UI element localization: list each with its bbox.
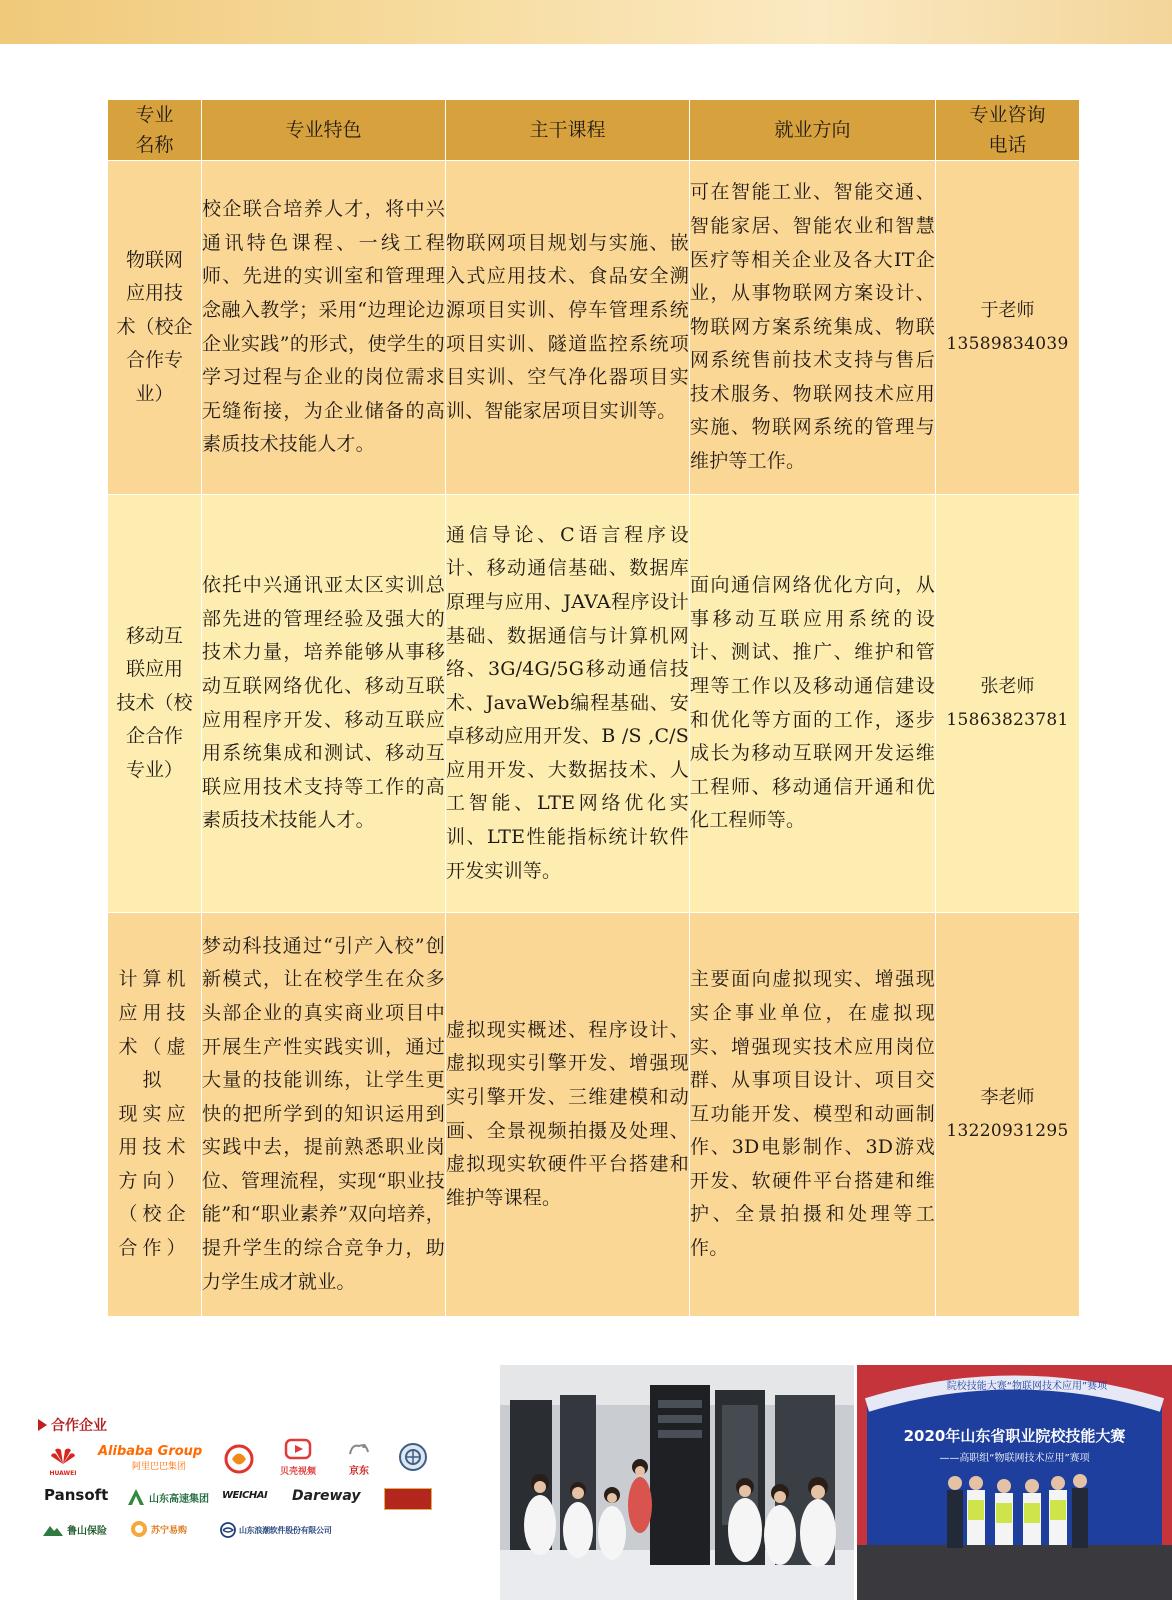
header-label: 专业 名称	[135, 104, 174, 156]
logo-phoenix	[224, 1444, 254, 1478]
huawei-petal-icon	[49, 1446, 77, 1466]
program-name: 移动互 联应用 技术（校 企合作 专业）	[116, 624, 193, 781]
logo-emblem	[398, 1442, 428, 1476]
header-contact	[936, 100, 1080, 161]
banner-subtitle: ——高职组“物联网技术应用”赛项	[939, 1453, 1090, 1464]
logo-text: 山东浪潮软件股份有限公司	[239, 1525, 332, 1535]
program-features: 依托中兴通讯亚太区实训总部先进的管理经验及强大的技术力量，培养能够从事移动互联网络优化、移动互联应用程序开发、移动互联应用系统集成和测试、移动互联应用技术支持等工作的高素质技术技能人才。	[202, 574, 445, 832]
photo-server-room	[500, 1365, 854, 1600]
program-careers: 主要面向虚拟现实、增强现实企事业单位，在虚拟现实、增强现实技术应用岗位群、从事项目设计、项目交互功能开发、模型和动画制作、3D电影制作、3D游戏开发、软硬件平台搭建和维护、全景拍摄和处理等工作。	[690, 968, 935, 1260]
suning-lion-icon	[130, 1520, 148, 1538]
program-careers: 可在智能工业、智能交通、智能家居、智能农业和智慧医疗等相关企业及各大IT企业，从事物联网方案设计、物联网方案系统集成、物联网系统售前技术支持与售后技术服务、物联网技术应用实施、物联网系统的管理与维护等工作。	[690, 181, 935, 473]
logo-lushan	[42, 1522, 107, 1537]
header-courses	[446, 100, 690, 161]
logo-text: HUAWEI	[49, 1470, 77, 1477]
logo-text: Dareway	[292, 1488, 361, 1504]
program-name-cell	[108, 161, 202, 495]
header-label: 就业方向	[774, 119, 851, 141]
program-name: 物联网 应用技 术（校企 合作专 业）	[116, 248, 193, 405]
highway-a-icon	[126, 1488, 146, 1506]
mountain-icon	[42, 1523, 64, 1537]
program-courses: 物联网项目规划与实施、嵌入式应用技术、食品安全溯源项目实训、停车管理系统项目实训、隧道监控系统项目实训、空气净化器项目实训、智能家居项目实训等。	[446, 231, 689, 422]
play-video-icon	[284, 1438, 312, 1460]
program-courses: 通信导论、C语言程序设计、移动通信基础、数据库原理与应用、JAVA程序设计基础、数据通信与计算机网络、3G/4G/5G移动通信技术、JavaWeb编程基础、安卓移动应用开发、B /S ,C/S应用开发、大数据技术、人工智能、LTE网络优化实训、LTE性能指标统计软件开发实训等。	[446, 523, 689, 882]
emblem-seal-icon	[398, 1442, 428, 1472]
contact-name: 张老师	[980, 675, 1035, 697]
logo-text: 阿里巴巴集团	[132, 1462, 187, 1472]
logo-weichai	[222, 1490, 267, 1501]
contact-phone: 13220931295	[946, 1120, 1069, 1141]
program-name: 计算机 应用技 术（虚拟 现实应 用技术 方向） （校企 合作）	[118, 968, 191, 1260]
logo-huawei	[42, 1446, 84, 1477]
contact-phone: 15863823781	[946, 709, 1069, 730]
program-table	[107, 99, 1080, 1317]
program-name-cell	[108, 495, 202, 913]
logo-red-badge	[384, 1488, 432, 1510]
partners-title: 合作企业	[51, 1418, 107, 1434]
banner-title: 2020年山东省职业院校技能大赛	[903, 1427, 1126, 1445]
program-name-cell	[108, 913, 202, 1317]
photo-competition	[857, 1365, 1172, 1600]
top-decorative-band	[0, 0, 1172, 44]
red-badge-icon	[384, 1488, 432, 1510]
contact-cell	[936, 495, 1080, 913]
program-features: 梦动科技通过“引产入校”创新模式，让在校学生在众多头部企业的真实商业项目中开展生产性实践实训，通过大量的技能训练，让学生更快的把所学到的知识运用到实践中去，提前熟悉职业岗位、管理流程，实现“职业技能”和“职业素养”双向培养，提升学生的综合竞争力，助力学生成才就业。	[202, 934, 445, 1293]
logo-text: 山东高速集团	[149, 1493, 209, 1505]
logo-text: Alibaba Group	[98, 1444, 203, 1459]
careers-cell	[690, 161, 936, 495]
logo-text: WEICHAI	[222, 1490, 268, 1501]
partners-heading	[38, 1415, 107, 1435]
banner-arch-text: 院校技能大赛“物联网技术应用”赛项	[946, 1381, 1108, 1392]
logo-jd	[346, 1440, 372, 1477]
careers-cell	[690, 495, 936, 913]
header-label: 专业特色	[285, 119, 362, 141]
phoenix-swirl-icon	[224, 1444, 254, 1474]
logo-text: 鲁山保险	[67, 1526, 107, 1537]
partner-logos	[38, 1410, 458, 1550]
header-careers	[690, 100, 936, 161]
competition-photo	[857, 1365, 1172, 1600]
header-label: 主干课程	[529, 119, 606, 141]
contact-cell	[936, 913, 1080, 1317]
server-room-photo	[500, 1365, 854, 1600]
logo-pansoft	[44, 1486, 108, 1504]
logo-dareway	[292, 1488, 361, 1504]
logo-text: Pansoft	[44, 1486, 109, 1504]
logo-suning	[130, 1520, 187, 1538]
program-careers: 面向通信网络优化方向，从事移动互联应用系统的设计、测试、推广、维护和管理等工作以及移动通信建设和优化等方面的工作，逐步成长为移动互联网开发运维工程师、移动通信开通和优化工程师等。	[690, 574, 935, 832]
features-cell	[202, 913, 446, 1317]
logo-sdhs	[126, 1488, 209, 1506]
triangle-bullet-icon	[38, 1419, 47, 1431]
contact-name: 李老师	[980, 1086, 1035, 1108]
logo-inspur	[220, 1522, 331, 1538]
table-row	[108, 161, 1080, 495]
contact-cell	[936, 161, 1080, 495]
program-features: 校企联合培养人才，将中兴通讯特色课程、一线工程师、先进的实训室和管理理念融入教学；采用“边理论边企业实践”的形式，使学生的学习过程与企业的岗位需求无缝衔接，为企业储备的高素质技术技能人才。	[202, 198, 445, 456]
logo-text: 苏宁易购	[151, 1525, 188, 1536]
header-label: 专业咨询 电话	[969, 104, 1046, 156]
table-row	[108, 495, 1080, 913]
features-cell	[202, 161, 446, 495]
courses-cell	[446, 495, 690, 913]
features-cell	[202, 495, 446, 913]
program-courses: 虚拟现实概述、程序设计、虚拟现实引擎开发、增强现实引擎开发、三维建模和动画、全景视频拍摄及处理、虚拟现实软硬件平台搭建和维护等课程。	[446, 1018, 689, 1209]
table-header-row	[108, 100, 1080, 161]
careers-cell	[690, 913, 936, 1317]
logo-text: 贝壳视频	[280, 1467, 317, 1477]
header-program-name	[108, 100, 202, 161]
table-row	[108, 913, 1080, 1317]
contact-name: 于老师	[980, 299, 1035, 321]
logo-text: 京东	[349, 1466, 369, 1477]
globe-icon	[220, 1522, 236, 1538]
courses-cell	[446, 913, 690, 1317]
logo-beike	[280, 1438, 316, 1477]
courses-cell	[446, 161, 690, 495]
logo-alibaba	[98, 1444, 202, 1472]
jd-dog-icon	[346, 1440, 372, 1458]
contact-phone: 13589834039	[946, 333, 1069, 354]
header-features	[202, 100, 446, 161]
